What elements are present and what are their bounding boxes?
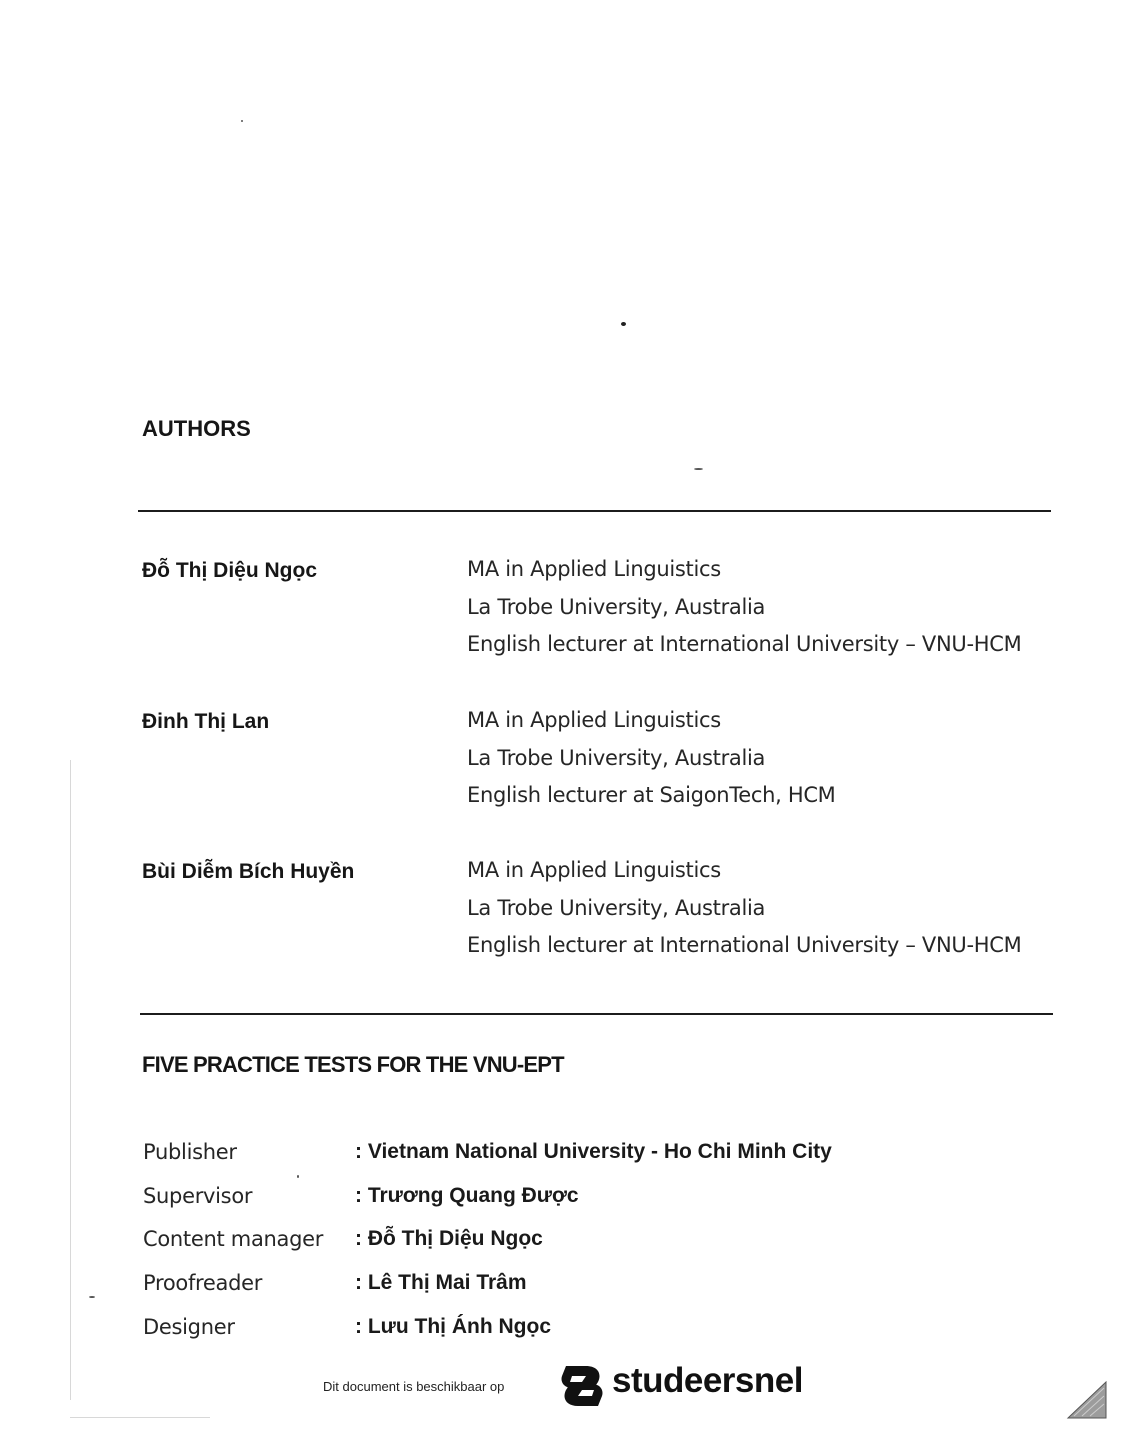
credit-label: Proofreader xyxy=(143,1271,263,1295)
credit-value: : Lê Thị Mai Trâm xyxy=(355,1271,527,1294)
author-university: La Trobe University, Australia xyxy=(467,745,766,770)
credit-value: : Vietnam National University - Ho Chi Minh City xyxy=(355,1140,832,1163)
scan-speck xyxy=(694,468,703,470)
authors-heading: AUTHORS xyxy=(142,416,251,441)
scan-speck xyxy=(297,1175,299,1178)
credit-value: : Đỗ Thị Diệu Ngọc xyxy=(355,1227,543,1250)
credit-label: Content manager xyxy=(143,1227,324,1251)
studeersnel-logo-icon[interactable] xyxy=(556,1360,608,1412)
author-position: English lecturer at International University – VNU-HCM xyxy=(467,933,1022,957)
studeersnel-brand-name[interactable]: studeersnel xyxy=(612,1361,803,1400)
author-details xyxy=(467,852,1021,965)
credit-value: : Trương Quang Được xyxy=(355,1184,579,1207)
availability-note: Dit document is beschikbaar op xyxy=(323,1379,505,1394)
author-degree: MA in Applied Linguistics xyxy=(467,708,721,732)
credit-label: Supervisor xyxy=(143,1184,253,1208)
author-details xyxy=(467,702,836,815)
credit-label: Publisher xyxy=(143,1140,237,1164)
author-name: Đỗ Thị Diệu Ngọc xyxy=(142,559,317,582)
authors-top-divider xyxy=(138,510,1051,512)
book-title-heading: FIVE PRACTICE TESTS FOR THE VNU-EPT xyxy=(142,1052,564,1077)
author-name: Đinh Thị Lan xyxy=(142,710,270,733)
author-university: La Trobe University, Australia xyxy=(467,594,766,619)
credit-value: : Lưu Thị Ánh Ngọc xyxy=(355,1315,552,1338)
credit-label: Designer xyxy=(143,1315,235,1339)
author-degree: MA in Applied Linguistics xyxy=(467,858,721,882)
scan-speck xyxy=(89,1296,95,1298)
author-details xyxy=(467,551,1021,664)
page-curl-icon xyxy=(1064,1380,1108,1420)
scan-speck xyxy=(241,120,243,122)
author-name: Bùi Diễm Bích Huyền xyxy=(142,860,355,883)
author-position: English lecturer at SaigonTech, HCM xyxy=(467,783,836,807)
logo-s-shape xyxy=(561,1366,602,1406)
author-degree: MA in Applied Linguistics xyxy=(467,557,721,581)
authors-bottom-divider xyxy=(140,1013,1053,1015)
author-university: La Trobe University, Australia xyxy=(467,895,766,920)
scan-edge-bottom xyxy=(70,1417,210,1418)
scan-edge-left xyxy=(70,760,71,1400)
author-position: English lecturer at International University – VNU-HCM xyxy=(467,632,1022,656)
scan-speck xyxy=(621,322,626,326)
